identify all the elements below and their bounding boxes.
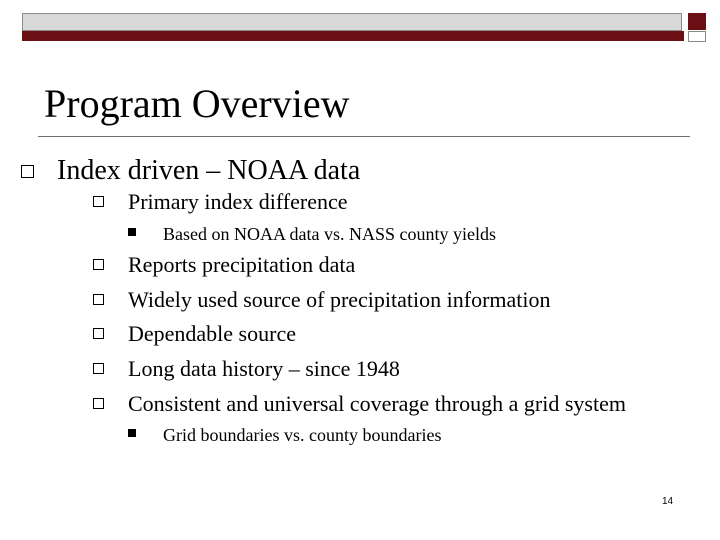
hollow-square-bullet-icon (93, 196, 104, 207)
bullet-level1-index-driven: Index driven – NOAA data (57, 155, 361, 186)
bullet-based-on-noaa: Based on NOAA data vs. NASS county yields (163, 224, 496, 244)
bullet-primary-index-difference: Primary index difference (128, 189, 348, 214)
header-grey-bar (22, 13, 682, 31)
bullet-consistent-coverage: Consistent and universal coverage through a grid system (128, 391, 626, 416)
bullet-reports-precipitation: Reports precipitation data (128, 252, 356, 277)
header-corner-red-square (688, 13, 706, 30)
title-underline (38, 136, 690, 137)
hollow-square-bullet-icon (93, 294, 104, 305)
bullet-grid-boundaries: Grid boundaries vs. county boundaries (163, 425, 442, 445)
slide-title: Program Overview (44, 81, 350, 126)
header-corner-white-square (688, 31, 706, 42)
bullet-dependable-source: Dependable source (128, 321, 296, 346)
hollow-square-bullet-icon (93, 398, 104, 409)
header-red-bar (22, 31, 684, 41)
bullet-long-data-history: Long data history – since 1948 (128, 356, 400, 381)
bullet-widely-used-source: Widely used source of precipitation information (128, 287, 551, 312)
hollow-square-bullet-icon (21, 165, 34, 178)
solid-square-bullet-icon (128, 228, 136, 236)
hollow-square-bullet-icon (93, 259, 104, 270)
solid-square-bullet-icon (128, 429, 136, 437)
hollow-square-bullet-icon (93, 328, 104, 339)
page-number: 14 (662, 496, 674, 507)
hollow-square-bullet-icon (93, 363, 104, 374)
